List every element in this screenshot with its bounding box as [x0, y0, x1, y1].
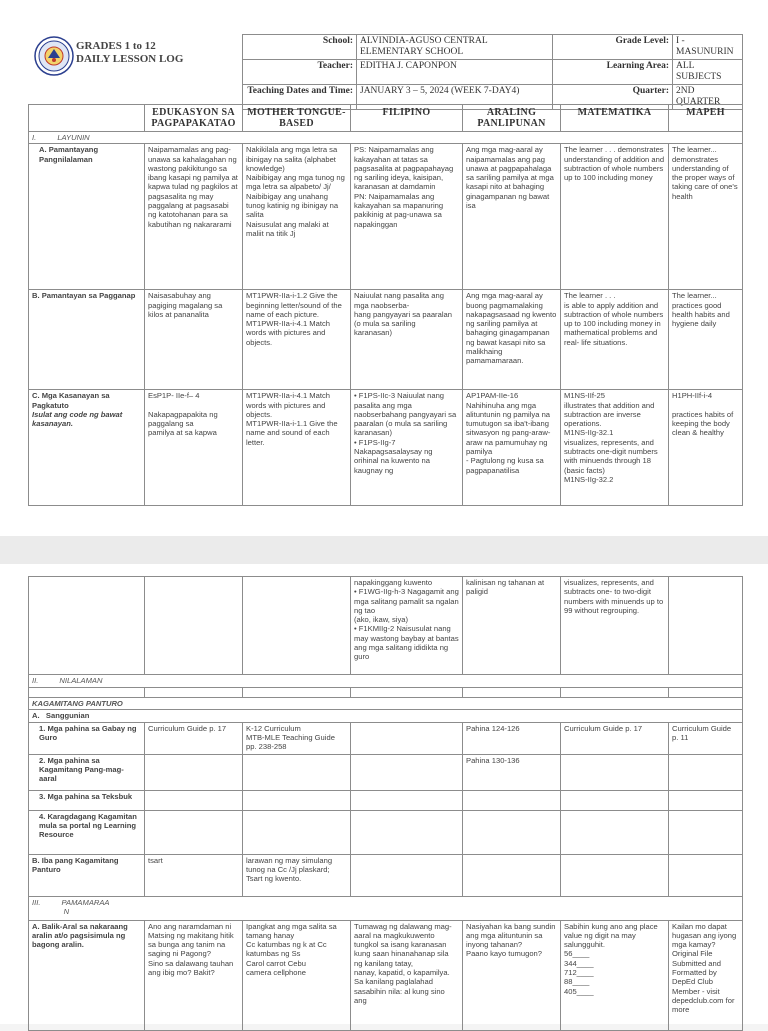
cell-mtb: Nakikilala ang mga letra sa ibinigay na salita (alphabet knowledge) Naibibigay ang mga tunog ng mga letra sa alpabeto/ Jj/ Naibibigay ang unahang tunog katinig ng ibinigay na salita Naisusulat ang malaki at maliit na titik Jj	[243, 144, 351, 290]
table-row	[29, 754, 743, 790]
cell-ap: Ang mga mag-aaral ay buong pagmamalaking nakapagsasaad ng kwento ng sariling pamilya at bahaging ginagampanan ng bawat kasapi nito sa malikhaing pamamamaraan.	[463, 290, 561, 390]
table-row	[29, 854, 743, 896]
cell-esp: tsart	[145, 854, 243, 896]
grade-level-label: Grade Level:	[553, 35, 673, 60]
lesson-table-page-1	[28, 104, 743, 506]
cell-mapeh: H1PH-IIf-i-4 practices habits of keeping the body clean & healthy	[669, 390, 743, 506]
table-row	[29, 722, 743, 754]
cell-mtb	[243, 810, 351, 854]
cell-math: Curriculum Guide p. 17	[561, 722, 669, 754]
quarter-label: Quarter:	[553, 85, 673, 110]
criterion-title: C. Mga Kasanayan sa Pagkatuto	[32, 391, 110, 410]
table-row	[29, 290, 743, 390]
cell-mtb: larawan ng may simulang tunog na Cc /Jj plaskard; Tsart ng kwento.	[243, 854, 351, 896]
cell-ap: Pahina 130-136	[463, 754, 561, 790]
criterion-cell: A. Pamantayang Pangnilalaman	[29, 144, 145, 290]
cell-mapeh: The learner... practices good health habits and hygiene daily	[669, 290, 743, 390]
criterion-cell: 2. Mga pahina sa Kagamitang Pang-mag-aaral	[29, 754, 145, 790]
cell-filipino	[351, 754, 463, 790]
cell-ap: Pahina 124-126	[463, 722, 561, 754]
teacher-value: EDITHA J. CAPONPON	[357, 60, 553, 85]
criterion-cell: A. Balik-Aral sa nakaraang aralin at/o pagsisimula ng bagong aralin.	[29, 920, 145, 1030]
kagamitan-title: KAGAMITANG PANTURO	[32, 699, 123, 708]
document-title	[76, 40, 183, 66]
cell-esp: Naipamamalas ang pag-unawa sa kahalagahan ng wastong pakikitungo sa ibang kasapi ng pamilya at kapwa tulad ng pagkilos at pagsasalita ng may paggalang at pagsasabi ng katotohanan para sa kabutihan ng nakararami	[145, 144, 243, 290]
learning-area-value: ALL SUBJECTS	[673, 60, 743, 85]
page-two	[0, 564, 768, 1024]
cell-mapeh: The learner... demonstrates understanding of the proper ways of taking care of one's health	[669, 144, 743, 290]
cell-mapeh: Curriculum Guide p. 11	[669, 722, 743, 754]
section-layunin: I. LAYUNIN	[29, 132, 743, 144]
lesson-table-page-2	[28, 576, 743, 1031]
quarter-value: 2ND QUARTER	[673, 85, 743, 110]
section-sanggunian: A. Sanggunian	[29, 710, 743, 722]
cell-mapeh	[669, 577, 743, 675]
cell-ap	[463, 810, 561, 854]
section-nilalaman: II. NILALAMAN	[29, 675, 743, 688]
cell-esp: Curriculum Guide p. 17	[145, 722, 243, 754]
cell-ap	[463, 854, 561, 896]
cell-esp	[145, 577, 243, 675]
criterion-cell: B. Iba pang Kagamitang Panturo	[29, 854, 145, 896]
cell-esp	[145, 810, 243, 854]
cell-mapeh	[669, 754, 743, 790]
cell-esp: EsP1P- IIe-f– 4 Nakapagpapakita ng paggalang sa pamilya at sa kapwa	[145, 390, 243, 506]
criterion-note: Isulat ang code ng bawat kasanayan.	[32, 409, 123, 429]
learning-area-label: Learning Area:	[553, 60, 673, 85]
cell-filipino: • F1PS-IIc-3 Naiuulat nang pasalita ang mga naobserbahang pangyayari sa paaralan (o mula sa sariling karanasan) • F1PS-IIg-7 Nakapagsasalaysay ng orihinal na kuwento na kaugnay ng	[351, 390, 463, 506]
cell-filipino: PS: Naipamamalas ang kakayahan at tatas sa pagsasalita at pagpapahayag ng sariling ideya, kaisipan, karanasan at damdamin PN: Naipamamalas ang kakayahan sa mapanuring pakikinig at pag-unawa sa napakinggan	[351, 144, 463, 290]
cell-ap: Ang mga mag-aaral ay naipamamalas ang pag unawa at pagpapahalaga sa sariling pamilya at mga kasapi nito at bahaging ginagampanan ng bawat isa	[463, 144, 561, 290]
cell-mtb: K-12 Curriculum MTB-MLE Teaching Guide pp. 238-258	[243, 722, 351, 754]
header-info-table	[242, 34, 743, 110]
cell-math: visualizes, represents, and subtracts one- to two-digit numbers with minuends up to 99 without regrouping.	[561, 577, 669, 675]
cell-mapeh	[669, 810, 743, 854]
cell-mapeh	[669, 790, 743, 810]
school-label: School:	[243, 35, 357, 60]
cell-mtb: MT1PWR-IIa-i-4.1 Match words with pictures and objects. MT1PWR-IIa-i-1.1 Give the name and sound of each letter.	[243, 390, 351, 506]
cell-ap	[463, 790, 561, 810]
cell-filipino	[351, 854, 463, 896]
cell-esp	[145, 790, 243, 810]
cell-filipino: Tumawag ng dalawang mag-aaral na magkukuwento tungkol sa isang karanasan kung saan hinanahanap sila ng kanilang tatay, nanay, kapatid, o kapamilya. Sa kanilang paglalahad sasabihin nila: al kung sino ang	[351, 920, 463, 1030]
table-row	[29, 790, 743, 810]
cell-esp: Naisasabuhay ang pagiging magalang sa kilos at pananalita	[145, 290, 243, 390]
cell-mtb	[243, 754, 351, 790]
cell-math	[561, 754, 669, 790]
cell-mtb: MT1PWR-IIa-i-1.2 Give the beginning letter/sound of the name of each picture. MT1PWR-IIa-i-4.1 Match words with pictures and objects.	[243, 290, 351, 390]
criterion-cell: 1. Mga pahina sa Gabay ng Guro	[29, 722, 145, 754]
cell-filipino: Naiuulat nang pasalita ang mga naobserba- hang pangyayari sa paaralan (o mula sa sariling karanasan)	[351, 290, 463, 390]
cell-esp: Ano ang naramdaman ni Matsing ng makitang hitik sa bunga ang tanim na saging ni Pagong? Sino sa dalawang tauhan ang ibig mo? Bakit?	[145, 920, 243, 1030]
header-logo-area	[28, 34, 242, 84]
cell-ap: AP1PAM-IIe-16 Nahihinuha ang mga alituntunin ng pamilya na tumutugon sa iba't-ibang sitwasyon ng pang-araw-araw na pamumuhay ng pamilya - Pagtulong ng kusa sa pagpapanatilisa	[463, 390, 561, 506]
blank-header	[29, 105, 145, 132]
cell-filipino: napakinggang kuwento • F1WG-IIg-h-3 Nagagamit ang mga salitang pamalit sa ngalan ng tao (ako, ikaw, siya) • F1KMIIg-2 Naisusulat nang may wastong baybay at bantas ang mga salitang ididikta ng guro	[351, 577, 463, 675]
criterion-cell: B. Pamantayan sa Pagganap	[29, 290, 145, 390]
cell-math: The learner . . . demonstrates understanding of addition and subtraction of whole numbers up to 100 including money	[561, 144, 669, 290]
criterion-cell: 3. Mga pahina sa Teksbuk	[29, 790, 145, 810]
title-line-2: DAILY LESSON LOG	[76, 53, 184, 65]
col-header-esp: EDUKASYON SA PAGPAPAKATAO	[145, 105, 243, 132]
cell-math	[561, 790, 669, 810]
col-header-mtb: MOTHER TONGUE-BASED	[243, 105, 351, 132]
criterion-cell	[29, 577, 145, 675]
cell-filipino	[351, 790, 463, 810]
col-header-math: MATEMATIKA	[561, 105, 669, 132]
criterion-cell	[29, 390, 145, 506]
cell-mtb: Ipangkat ang mga salita sa tamang hanay Cc katumbas ng k at Cc katumbas ng Ss Carol carrot Cebu camera cellphone	[243, 920, 351, 1030]
section-kagamitan	[29, 698, 743, 710]
cell-mtb	[243, 577, 351, 675]
cell-filipino	[351, 810, 463, 854]
criterion-cell: 4. Karagdagang Kagamitan mula sa portal ng Learning Resource	[29, 810, 145, 854]
table-row	[29, 810, 743, 854]
col-header-ap: ARALING PANLIPUNAN	[463, 105, 561, 132]
cell-math: M1NS-IIf-25 illustrates that addition and subtraction are inverse operations. M1NS-IIg-32.1 visualizes, represents, and subtracts one-digit numbers with minuends through 18 (basic facts) M1NS-IIg-32.2	[561, 390, 669, 506]
title-line-1: GRADES 1 to 12	[76, 40, 156, 52]
section-pamamaraan: III. PAMAMARAA N	[29, 896, 743, 920]
cell-esp	[145, 754, 243, 790]
table-row	[29, 920, 743, 1030]
table-row	[29, 144, 743, 290]
dates-value: JANUARY 3 – 5, 2024 (WEEK 7-DAY4)	[357, 85, 553, 110]
col-header-filipino: FILIPINO	[351, 105, 463, 132]
cell-mtb	[243, 790, 351, 810]
page-separator	[0, 536, 768, 564]
cell-ap: kalinisan ng tahanan at paligid	[463, 577, 561, 675]
grade-level-value: I - MASUNURIN	[673, 35, 743, 60]
dates-label: Teaching Dates and Time:	[243, 85, 357, 110]
cell-math	[561, 810, 669, 854]
continuation-row	[29, 577, 743, 675]
cell-mapeh: Kailan mo dapat hugasan ang iyong mga kamay? Original File Submitted and Formatted by DepEd Club Member - visit depedclub.com for more	[669, 920, 743, 1030]
col-header-mapeh: MAPEH	[669, 105, 743, 132]
school-value: ALVINDIA-AGUSO CENTRAL ELEMENTARY SCHOOL	[357, 35, 553, 60]
teacher-label: Teacher:	[243, 60, 357, 85]
cell-mapeh	[669, 854, 743, 896]
table-row	[29, 390, 743, 506]
cell-math: Sabihin kung ano ang place value ng digit na may salungguhit. 56____ 344____ 712____ 88____ 405____	[561, 920, 669, 1030]
cell-ap: Nasiyahan ka bang sundin ang mga alituntunin sa inyong tahanan? Paano kayo tumugon?	[463, 920, 561, 1030]
cell-filipino	[351, 722, 463, 754]
column-header-row	[29, 105, 743, 132]
cell-math	[561, 854, 669, 896]
blank-row	[29, 688, 743, 698]
deped-seal-icon	[34, 36, 74, 76]
cell-math: The learner . . . is able to apply addition and subtraction of whole numbers up to 100 including money in mathematical problems and real- life situations.	[561, 290, 669, 390]
